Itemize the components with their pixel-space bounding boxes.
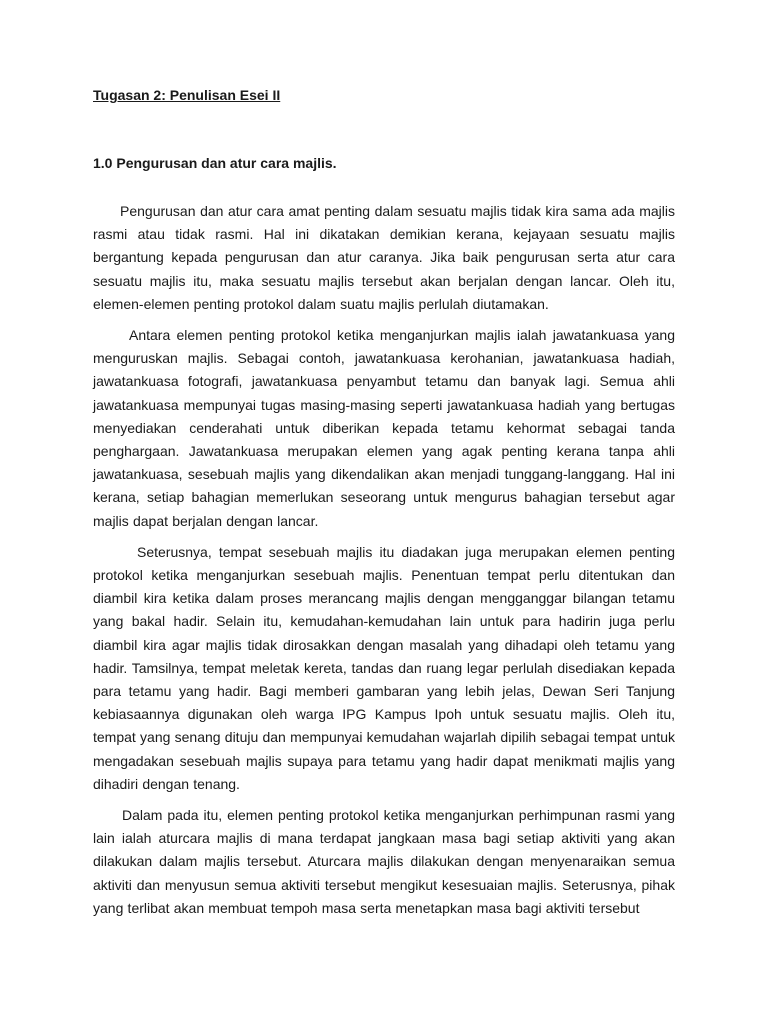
document-title: Tugasan 2: Penulisan Esei II — [93, 87, 281, 103]
paragraph: Antara elemen penting protokol ketika menganjurkan majlis ialah jawatankuasa yang menguruskan majlis. Sebagai contoh, jawatankuasa kerohanian, jawatankuasa hadiah, jawatankuasa fotografi, jawatankuasa penyambut tetamu dan banyak lagi. Semua ahli jawatankuasa mempunyai tugas masing-masing seperti jawatankuasa hadiah yang bertugas menyediakan cenderahati untuk diberikan kepada tetamu kehormat sebagai tanda penghargaan. Jawatankuasa merupakan elemen yang agak penting kerana tanpa ahli jawatankuasa, sesebuah majlis yang dikendalikan akan menjadi tunggang-langgang. Hal ini kerana, setiap bahagian memerlukan seseorang untuk mengurus bahagian tersebut agar majlis dapat berjalan dengan lancar. — [93, 327, 675, 529]
paragraph: Seterusnya, tempat sesebuah majlis itu diadakan juga merupakan elemen penting protokol ketika menganjurkan sesebuah majlis. Penentuan tempat perlu ditentukan dan diambil kira ketika dalam proses merancang majlis dengan mengganggar bilangan tetamu yang bakal hadir. Selain itu, kemudahan-kemudahan lain untuk para hadirin juga perlu diambil kira agar majlis tidak dirosakkan dengan masalah yang dihadapi oleh tetamu yang hadir. Tamsilnya, tempat meletak kereta, tandas dan ruang legar perlulah disediakan kepada para tetamu yang hadir. Bagi memberi gambaran yang lebih jelas, Dewan Seri Tanjung kebiasaannya digunakan oleh warga IPG Kampus Ipoh untuk sesuatu majlis. Oleh itu, tempat yang senang dituju dan mempunyai kemudahan wajarlah dipilih sebagai tempat untuk mengadakan sesebuah majlis supaya para tetamu yang hadir dapat menikmati majlis yang dihadiri dengan tenang. — [93, 543, 675, 792]
paragraph: Dalam pada itu, elemen penting protokol ketika menganjurkan perhimpunan rasmi yang lain ialah aturcara majlis di mana terdapat jangkaan masa bagi setiap aktiviti yang akan dilakukan dalam majlis tersebut. Aturcara majlis dilakukan dengan menyenaraikan semua aktiviti dan menyusun semua aktiviti tersebut mengikut kesesuaian majlis. Seterusnya, pihak yang terlibat akan membuat tempoh masa serta menetapkan masa bagi aktiviti tersebut — [93, 807, 675, 916]
document-page — [93, 84, 675, 928]
paragraph-list — [93, 200, 675, 920]
section-heading: 1.0 Pengurusan dan atur cara majlis. — [93, 155, 337, 171]
paragraph: Pengurusan dan atur cara amat penting dalam sesuatu majlis tidak kira sama ada majlis rasmi atau tidak rasmi. Hal ini dikatakan demikian kerana, kejayaan sesuatu majlis bergantung kepada pengurusan dan atur caranya. Jika baik pengurusan serta atur cara sesuatu majlis itu, maka sesuatu majlis tersebut akan berjalan dengan lancar. Oleh itu, elemen-elemen penting protokol dalam suatu majlis perlulah diutamakan. — [93, 203, 675, 312]
